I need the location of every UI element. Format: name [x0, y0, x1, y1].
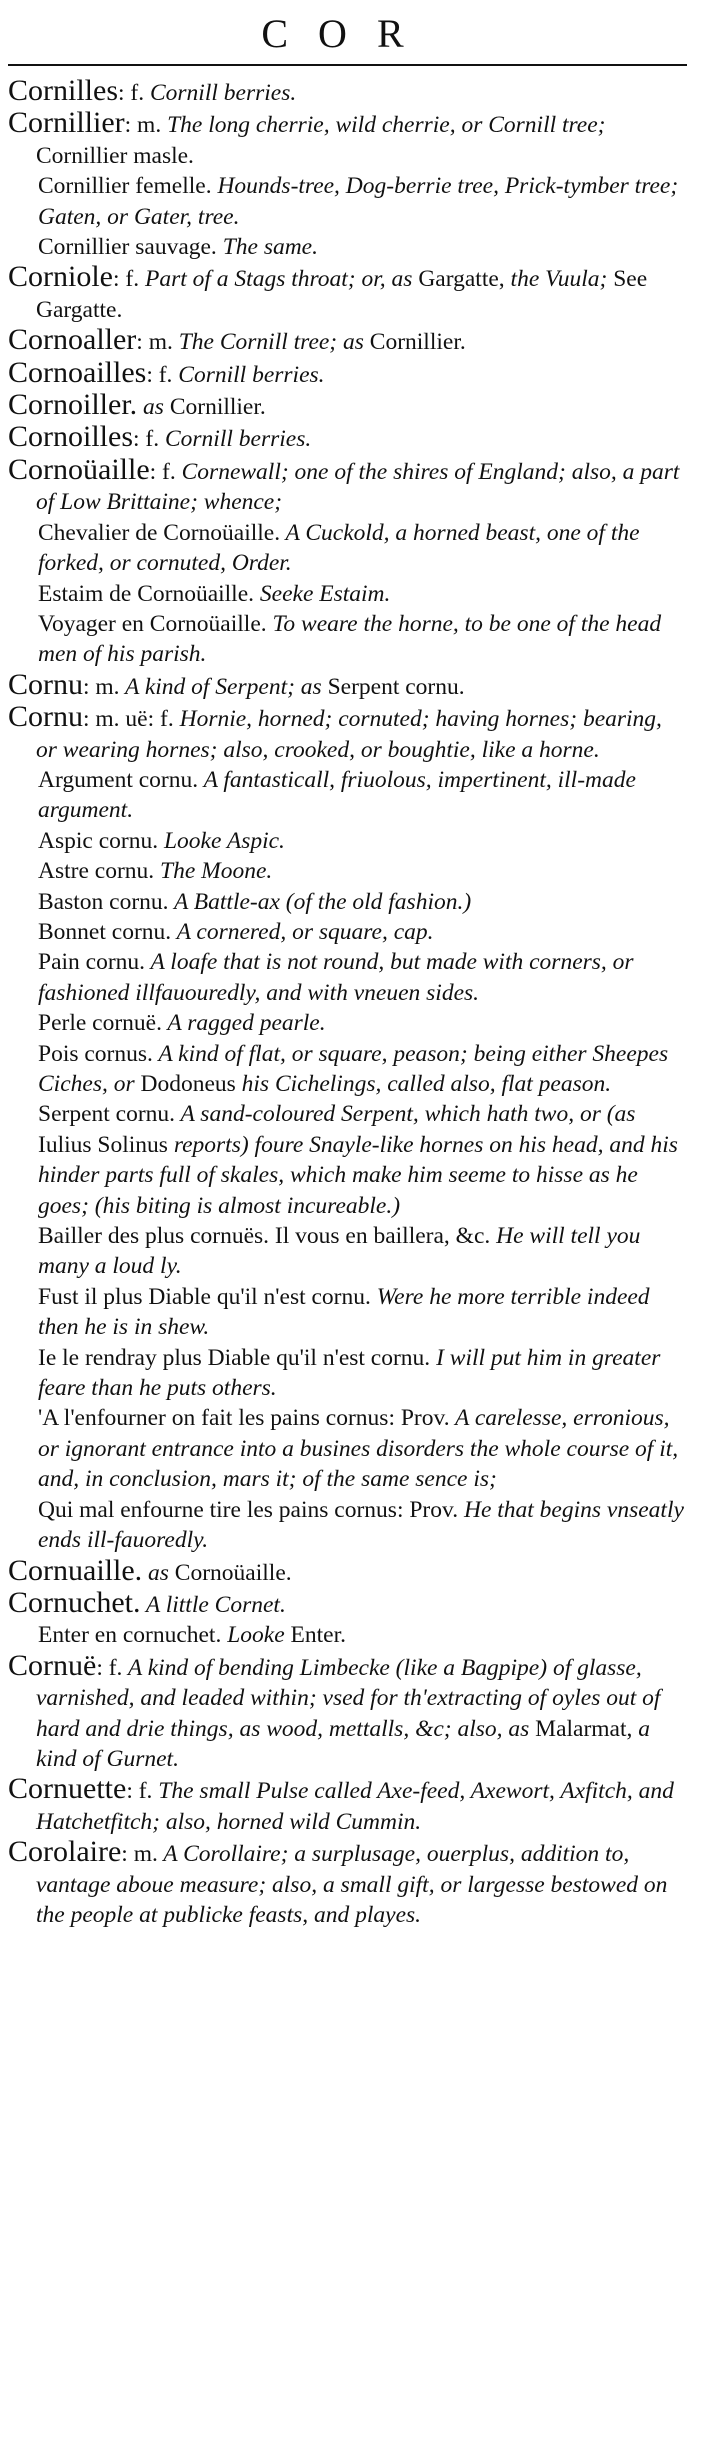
running-head: COR [261, 11, 434, 56]
headword: Bailler des plus cornuës. [38, 1223, 270, 1250]
definition: Part of a Stags throat; or, as [139, 266, 413, 293]
headword: Chevalier de Cornoüaille. [38, 519, 281, 546]
dictionary-entry [8, 1553, 687, 1588]
cross-reference: Iulius Solinus [38, 1131, 174, 1158]
definition: A cornered, or square, cap. [171, 918, 434, 945]
definition: a kind of Gurnet. [36, 1715, 651, 1772]
sub-entry [8, 1343, 687, 1404]
definition: The small Pulse called Axe-feed, Axewort, Axfitch, and Hatchetfitch; also, horned wild Cummin. [36, 1778, 674, 1835]
definition: as [142, 1559, 169, 1586]
definition: as [137, 394, 164, 421]
cross-reference: Malarmat, [529, 1715, 639, 1742]
sub-entry [8, 887, 687, 917]
definition: A Corollaire; a surplusage, ouerplus, addition to, vantage aboue measure; also, a small gift, or largesse bestowed on the people at publicke feasts, and playes. [36, 1841, 668, 1928]
cross-reference: Cornillier masle. [36, 142, 194, 169]
cross-reference: Serpent cornu. [321, 673, 465, 700]
headword: Enter en cornuchet. [38, 1622, 222, 1649]
headword: Astre cornu. [38, 858, 155, 885]
definition: his Cichelings, called also, flat peason. [241, 1071, 612, 1097]
grammar-label: : f. [113, 266, 140, 293]
cross-reference: Cornillier. [163, 394, 266, 421]
dictionary-entry [8, 1837, 687, 1930]
dictionary-entry [8, 1774, 687, 1837]
grammar-label: : m. [83, 673, 120, 700]
sub-entry [8, 765, 687, 826]
headword: Baston cornu. [38, 888, 169, 915]
definition: Cornill berries. [144, 80, 297, 106]
headword: Serpent cornu. [38, 1101, 176, 1128]
grammar-label: : f. [133, 426, 160, 453]
definition: A kind of flat, or square, peason; being either Sheepes Ciches, or [38, 1040, 669, 1097]
headword: Pain cornu. [38, 949, 146, 976]
sub-entry [8, 1495, 687, 1556]
headword: 'A l'enfourner on fait les pains cornus [38, 1405, 389, 1432]
cross-reference: Gargatte, [412, 266, 511, 293]
dictionary-entry [8, 390, 687, 422]
headword: Cornillier sauvage. [38, 234, 217, 261]
dictionary-entry [8, 667, 687, 702]
sub-entry [8, 856, 687, 886]
definition: The long cherrie, wild cherrie, or Cornill tree; [161, 112, 606, 139]
grammar-label: : f. [126, 1778, 153, 1805]
definition: I will put him in greater feare than he puts others. [38, 1344, 661, 1402]
headword: Ie le rendray plus Diable qu'il n'est cornu. [38, 1344, 431, 1371]
definition: The Cornill tree; as [172, 329, 364, 356]
definition: A Battle-ax (of the old fashion.) [168, 888, 472, 915]
headword: Estaim de Cornoüaille. [38, 580, 255, 607]
grammar-label: : m. uë: f. [83, 706, 174, 733]
dictionary-entry [8, 452, 687, 518]
definition: Looke [221, 1622, 285, 1649]
dictionary-entry [8, 325, 687, 357]
grammar-label: : f. [149, 458, 176, 485]
cross-reference: Cornillier. [363, 329, 466, 356]
definition: The Moone. [154, 858, 273, 885]
cross-reference: Il vous en baillera, &c. [269, 1223, 491, 1250]
headword: Cornoailles [8, 355, 147, 389]
sub-entry [8, 232, 687, 262]
definition: Cornill berries. [159, 426, 312, 453]
headword: Fust il plus Diable qu'il n'est cornu. [38, 1283, 371, 1310]
headword: Voyager en Cornoüaille. [38, 610, 267, 637]
sub-entry [8, 1620, 687, 1650]
definition: A kind of Serpent; as [119, 673, 322, 700]
definition: A sand-coloured Serpent, which hath two, or (as [175, 1101, 636, 1128]
definition: Seeke Estaim. [254, 580, 391, 607]
definition: Hounds-tree, Dog-berrie tree, Prick-tymber tree; Gaten, or Gater, tree. [38, 173, 679, 230]
definition: To weare the horne, to be one of the head men of his parish. [38, 610, 662, 668]
grammar-label: : f. [96, 1654, 123, 1681]
grammar-label: : m. [136, 329, 173, 356]
sub-entry [8, 579, 687, 609]
headword: Argument cornu. [38, 766, 199, 793]
definition: A kind of bending Limbecke (like a Bagpipe) of glasse, varnished, and leaded within; vsed for th'extracting of oyles out of hard and drie things, as wood, mettalls, &c; also, as [36, 1654, 661, 1742]
definition: A fantasticall, friuolous, impertinent, ill-made argument. [38, 766, 636, 824]
sub-entry [8, 1099, 687, 1221]
headword: Cornoaller [8, 323, 137, 357]
headword: Cornu [8, 700, 83, 734]
headword: Cornilles [8, 74, 118, 107]
headword: Aspic cornu. [38, 827, 159, 854]
sub-entry [8, 1282, 687, 1343]
dictionary-entry [8, 262, 687, 325]
headword: Cornillier [8, 106, 125, 140]
sub-entry [8, 609, 687, 670]
definition: the Vuula; [510, 266, 608, 293]
grammar-label: : Prov. [396, 1496, 459, 1523]
cross-reference: See Gargatte. [36, 266, 648, 323]
definition: reports) foure Snayle-like hornes on his head, and his hinder parts full of skales, which make him seeme to hisse as he goes; (his biting is almost incureable.) [38, 1131, 678, 1219]
headword: Cornoüaille [8, 452, 150, 486]
definition: Looke Aspic. [158, 827, 285, 854]
definition: He that begins vnseatly ends ill-fauoredly. [38, 1496, 684, 1554]
entry-list [8, 76, 687, 1930]
cross-reference: Dodoneus [134, 1071, 242, 1097]
headword: Cornuette [8, 1772, 127, 1806]
definition: Were he more terrible indeed then he is in shew. [38, 1283, 650, 1341]
cross-reference: Enter. [284, 1622, 346, 1649]
sub-entry [8, 947, 687, 1008]
dictionary-entry [8, 1585, 687, 1620]
headword: Pois cornus. [38, 1040, 153, 1067]
headword: Bonnet cornu. [38, 918, 172, 945]
headword: Corolaire [8, 1835, 122, 1869]
grammar-label: : m. [124, 112, 162, 139]
grammar-label: : m. [121, 1841, 158, 1868]
definition: Hornie, horned; cornuted; having hornes; bearing, or wearing hornes; also, crooked, or boughtie, like a horne. [36, 706, 662, 763]
sub-entry [8, 826, 687, 856]
sub-entry [8, 1008, 687, 1038]
dictionary-entry [8, 1648, 687, 1775]
sub-entry [8, 171, 687, 232]
headword: Perle cornuë. [38, 1010, 162, 1037]
dictionary-entry [8, 422, 687, 454]
headword: Cornuaille. [8, 1553, 143, 1587]
dictionary-entry [8, 355, 687, 390]
definition: Cornill berries. [172, 361, 325, 388]
dictionary-entry [8, 76, 687, 108]
headword: Corniole [8, 260, 113, 294]
headword: Cornoilles [8, 420, 133, 454]
sub-entry [8, 1221, 687, 1282]
definition: A carelesse, erronious, or ignorant entrance into a busines disorders the whole course of it, and, in conclusion, mars it; of the same sence is; [38, 1405, 679, 1493]
dictionary-entry [8, 108, 687, 171]
definition: A ragged pearle. [161, 1010, 326, 1037]
grammar-label: : f. [146, 361, 173, 388]
cross-reference: Cornoüaille. [168, 1559, 292, 1586]
header-rule [8, 64, 687, 66]
sub-entry [8, 518, 687, 579]
headword: Cornoiller. [8, 388, 138, 422]
definition: A loafe that is not round, but made with corners, or fashioned illfauouredly, and with vneuen sides. [38, 949, 634, 1006]
dictionary-entry [8, 702, 687, 765]
definition: A Cuckold, a horned beast, one of the forked, or cornuted, Order. [38, 519, 640, 577]
definition: He will tell you many a loud ly. [38, 1223, 641, 1280]
headword: Cornillier femelle. [38, 173, 212, 200]
sub-entry [8, 1039, 687, 1100]
headword: Cornuë [8, 1648, 97, 1682]
headword: Cornu [8, 667, 83, 701]
definition: A little Cornet. [140, 1591, 286, 1618]
headword: Cornuchet. [8, 1585, 141, 1619]
sub-entry [8, 1403, 687, 1494]
definition: Cornewall; one of the shires of England; also, a part of Low Brittaine; whence; [36, 458, 680, 516]
definition: The same. [216, 234, 318, 261]
sub-entry [8, 917, 687, 947]
grammar-label: : Prov. [388, 1405, 450, 1432]
grammar-label: : f. [118, 80, 145, 106]
headword: Qui mal enfourne tire les pains cornus [38, 1496, 397, 1523]
